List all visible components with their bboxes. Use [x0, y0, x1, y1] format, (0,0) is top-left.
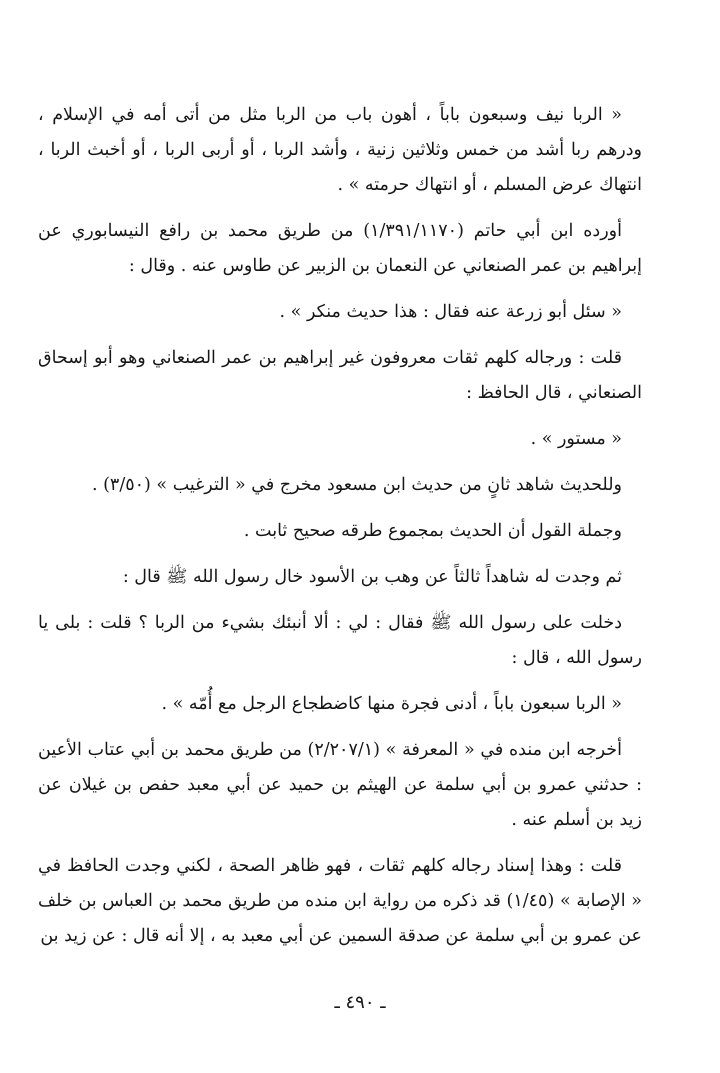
page-number: ـ ٤٩٠ ـ: [334, 992, 386, 1013]
paragraph-second-witness: وللحديث شاهد ثانٍ من حديث ابن مسعود مخرج في « الترغيب » (٣/٥٠) .: [91, 475, 622, 495]
paragraph-narrators: قلت : ورجاله كلهم ثقات معروفون غير إبراهيم بن عمر الصنعاني وهو أبو إسحاق الصنعاني ، قال الحافظ :: [38, 348, 642, 403]
paragraph-conclusion: وجملة القول أن الحديث بمجموع طرقه صحيح ثابت .: [243, 521, 622, 541]
paragraph-entered-on-prophet: دخلت على رسول الله ﷺ فقال : لي : ألا أنبئك بشيء من الربا ؟ قلت : بلى يا رسول الله ، قال :: [38, 613, 642, 668]
paragraph-ibn-abi-hatim: أورده ابن أبي حاتم (١/٣٩١/١١٧٠) من طريق محمد بن رافع النيسابوري عن إبراهيم بن عمر الصنعاني عن النعمان بن الزبير عن طاوس عنه . وقال :: [38, 221, 642, 276]
paragraph-hadith-riba: « الربا نيف وسبعون باباً ، أهون باب من الربا مثل من أتى أمه في الإسلام ، ودرهم ربا أشد من خمس وثلاثين زنية ، وأشد الربا ، أو أربى الربا ، أو أخبث الربا ، انتهاك عرض المسلم ، أو انتهاك حرمته » .: [38, 105, 642, 195]
paragraph-third-witness: ثم وجدت له شاهداً ثالثاً عن وهب بن الأسود خال رسول الله ﷺ قال :: [122, 567, 622, 587]
paragraph-ibn-mandah: أخرجه ابن منده في « المعرفة » (٢/٢٠٧/١) من طريق محمد بن أبي عتاب الأعين : حدثني عمرو بن أبي سلمة عن الهيثم بن حميد عن أبي معبد حفص بن غيلان عن زيد بن أسلم عنه .: [38, 740, 642, 830]
paragraph-abu-zura-quote: « سئل أبو زرعة عنه فقال : هذا حديث منكر » .: [279, 302, 622, 322]
paragraph-isnad-assessment: قلت : وهذا إسناد رجاله كلهم ثقات ، فهو ظاهر الصحة ، لكني وجدت الحافظ في « الإصابة » (١/٤٥) قد ذكره من رواية ابن منده من طريق محمد بن العباس بن خلف عن عمرو بن أبي سلمة عن صدقة السمين عن أبي معبد به ، إلا أنه قال : عن زيد بن: [38, 856, 643, 946]
paragraph-mastur: « مستور » .: [530, 429, 622, 449]
paragraph-seventy-gates: « الربا سبعون باباً ، أدنى فجرة منها كاضطجاع الرجل مع أُمّه » .: [161, 694, 622, 714]
page-body: [38, 98, 642, 965]
